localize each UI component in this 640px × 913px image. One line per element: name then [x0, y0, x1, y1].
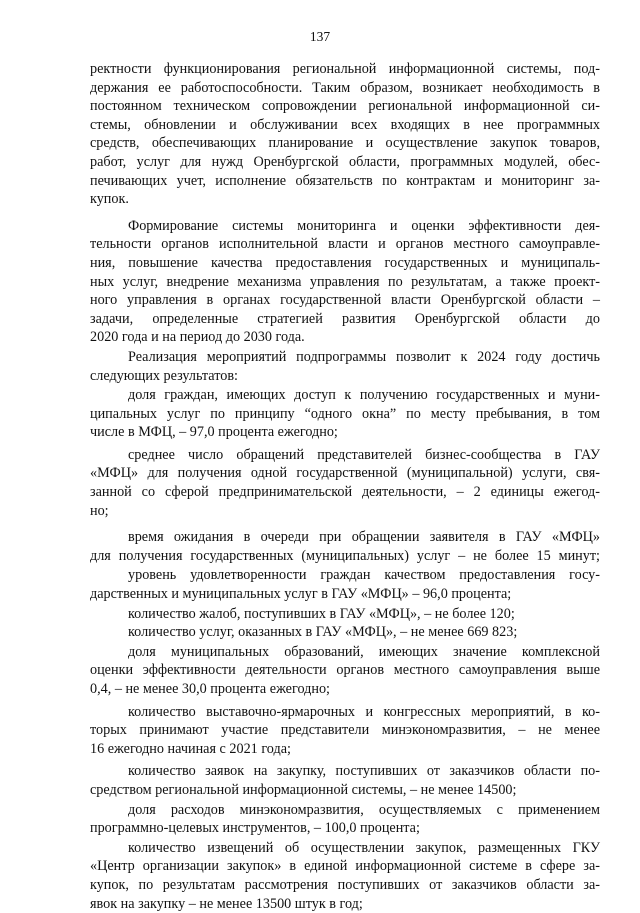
page-number: 137: [309, 29, 331, 44]
text-line: ния, повышение качества предоставления государственных и муниципаль-: [90, 254, 600, 271]
paragraph-first-line: Реализация мероприятий подпрограммы позволит к 2024 году достичь: [128, 348, 600, 365]
text-line: стемы, обновлении и обслуживании всех входящих в нее программных: [90, 116, 600, 133]
paragraph-first-line: количество выставочно-ярмарочных и конгрессных мероприятий, в ко-: [128, 703, 600, 720]
text-line: «Центр организации закупок» в единой информационной системе в сфере за-: [90, 858, 600, 875]
text-line: средством региональной информационной системы, – не менее 14500;: [90, 781, 517, 798]
text-line: занной со сферой предпринимательской деятельности, – 2 единицы ежегод-: [90, 484, 600, 501]
paragraph-first-line: количество услуг, оказанных в ГАУ «МФЦ», – не менее 669 823;: [128, 624, 518, 641]
text-line: ных услуг, внедрение механизма управления по результатам, а также проект-: [90, 273, 600, 290]
paragraph-first-line: доля расходов минэкономразвития, осуществляемых с применением: [128, 801, 600, 818]
text-line: задачи, определенные стратегией развития Оренбургской области до: [90, 310, 600, 327]
text-line: держания ее работоспособности. Таким образом, возникает необходимость в: [90, 79, 600, 96]
text-line: работ, услуг для нужд Оренбургской области, программных модулей, обес-: [90, 153, 600, 170]
text-line: средств, обеспечивающих планирование и осуществление закупок товаров,: [90, 135, 600, 152]
text-line: печивающих учет, исполнение обязательств по контрактам и мониторинг за-: [90, 172, 600, 189]
text-line: явок на закупку – не менее 13500 штук в год;: [90, 895, 363, 912]
text-line: купок.: [90, 191, 129, 208]
text-line: купок, по результатам рассмотрения поступивших от заказчиков области за-: [90, 876, 600, 893]
text-line: оценки эффективности деятельности органов местного самоуправления выше: [90, 662, 600, 679]
text-line: программно-целевых инструментов, – 100,0 процента;: [90, 820, 420, 837]
text-line: торых принимают участие представители минэкономразвития, – не менее: [90, 722, 600, 739]
paragraph-first-line: доля граждан, имеющих доступ к получению государственных и муни-: [128, 387, 600, 404]
paragraph-first-line: время ожидания в очереди при обращении заявителя в ГАУ «МФЦ»: [128, 529, 600, 546]
text-line: 0,4, – не менее 30,0 процента ежегодно;: [90, 681, 330, 697]
text-line: но;: [90, 502, 109, 519]
document-body: [90, 60, 600, 913]
paragraph-first-line: количество заявок на закупку, поступивших от заказчиков области по-: [128, 763, 600, 780]
text-line: ного управления в органах государственной власти Оренбургской области –: [90, 292, 600, 309]
text-line: 2020 года и на период до 2030 года.: [90, 329, 305, 346]
text-line: числе в МФЦ, – 97,0 процента ежегодно;: [90, 424, 338, 441]
paragraph-first-line: количество извещений об осуществлении закупок, размещенных ГКУ: [128, 839, 600, 856]
text-line: тельности органов исполнительной власти и органов местного самоуправле-: [90, 236, 600, 253]
text-line: постоянном техническом сопровождении региональной информационной си-: [90, 98, 600, 115]
paragraph-first-line: среднее число обращений представителей бизнес-сообщества в ГАУ: [128, 446, 600, 463]
text-line: «МФЦ» для получения одной государственной (муниципальной) услуги, свя-: [90, 465, 600, 482]
paragraph-first-line: Формирование системы мониторинга и оценки эффективности дея-: [128, 217, 600, 234]
text-line: дарственных и муниципальных услуг в ГАУ «МФЦ» – 96,0 процента;: [90, 586, 512, 603]
paragraph-first-line: количество жалоб, поступивших в ГАУ «МФЦ», – не более 120;: [128, 605, 515, 622]
text-line: ректности функционирования региональной информационной системы, под-: [90, 61, 600, 77]
text-line: 16 ежегодно начиная с 2021 года;: [90, 740, 291, 757]
paragraph-first-line: доля муниципальных образований, имеющих значение комплексной: [128, 643, 600, 660]
text-line: ципальных услуг по принципу “одного окна” по месту пребывания, в том: [90, 405, 600, 422]
text-line: для получения государственных (муниципальных) услуг – не более 15 минут;: [90, 547, 600, 564]
text-line: следующих результатов:: [90, 367, 238, 384]
paragraph-first-line: уровень удовлетворенности граждан качеством предоставления госу-: [128, 567, 600, 584]
